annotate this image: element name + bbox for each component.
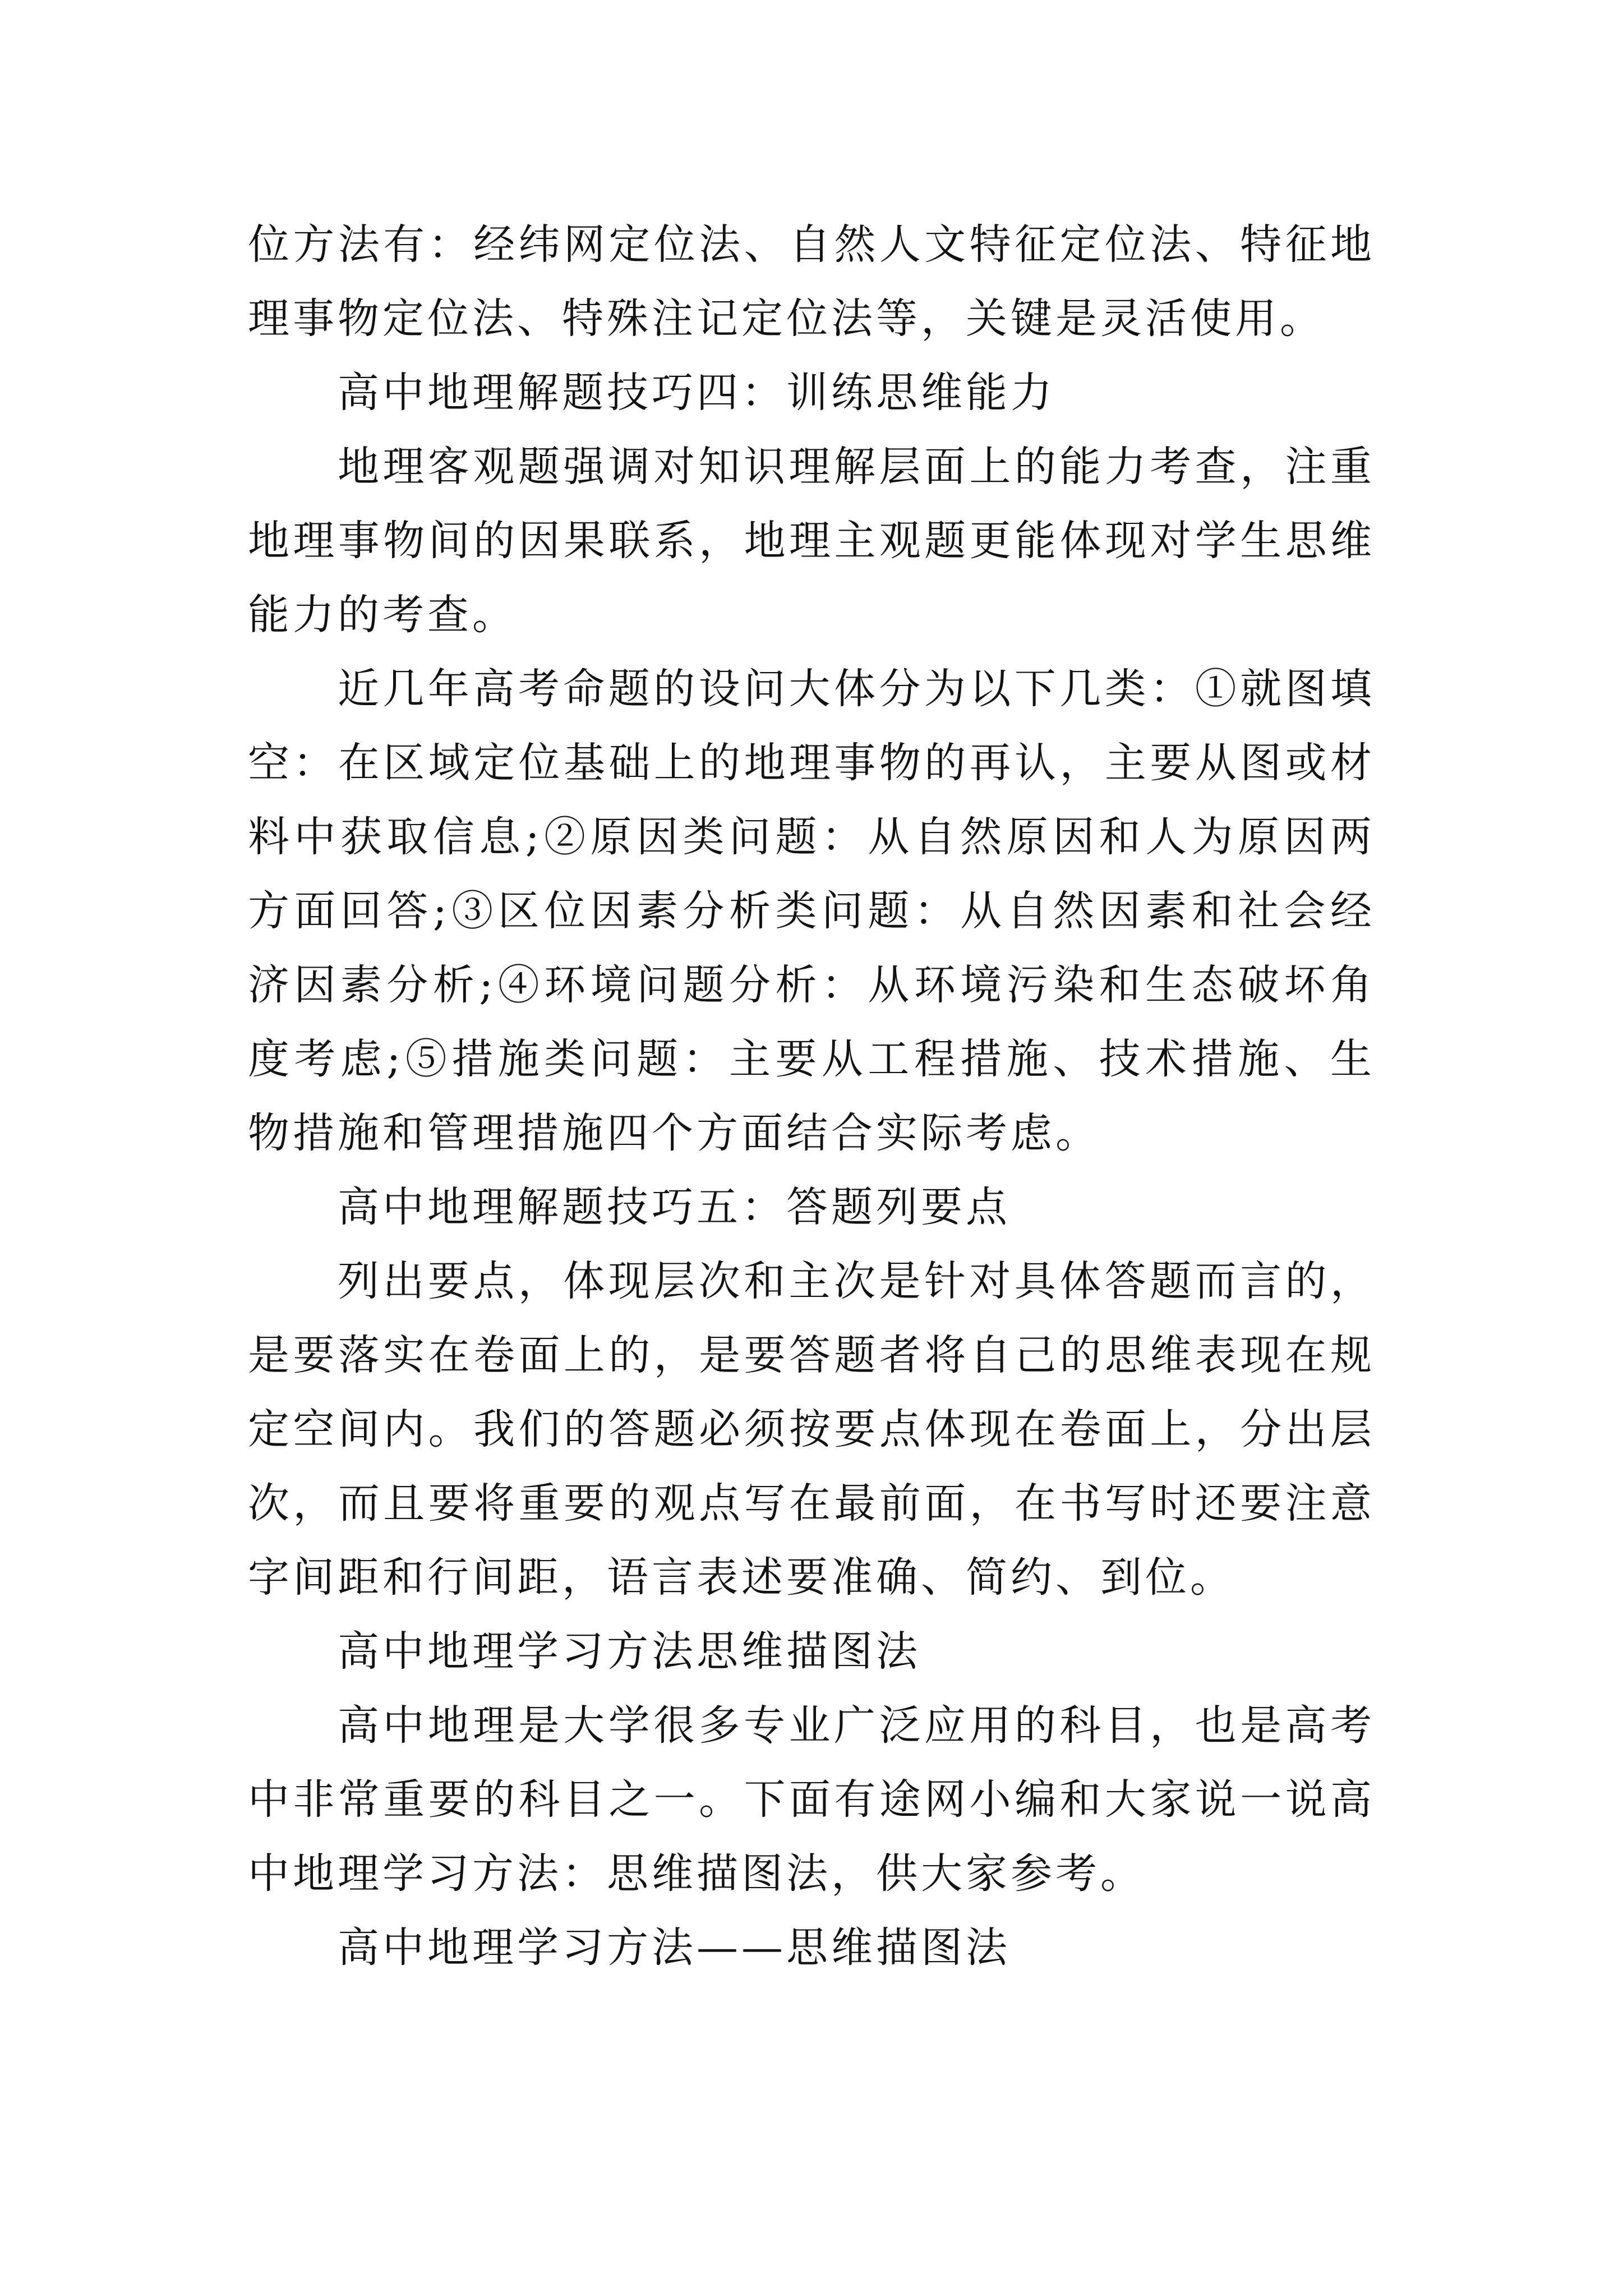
paragraph-question-types: 近几年高考命题的设问大体分为以下几类：①就图填空：在区域定位基础上的地理事物的再认，主要从图或材料中获取信息;②原因类问题：从自然原因和人为原因两方面回答;③区位因素分析类问题：从自然因素和社会经济因素分析;④环境问题分析：从环境污染和生态破坏角度考虑;⑤措施类问题：主要从工程措施、技术措施、生物措施和管理措施四个方面结合实际考虑。 xyxy=(248,665,1375,1157)
section-heading-tip-four: 高中地理解题技巧四：训练思维能力 xyxy=(338,369,1055,417)
document-page xyxy=(248,208,1375,1985)
section-heading-mind-mapping-method: 高中地理学习方法——思维描图法 xyxy=(338,1924,1011,1972)
paragraph-objective-questions: 地理客观题强调对知识理解层面上的能力考查，注重地理事物间的因果联系，地理主观题更能体现对学生思维能力的考查。 xyxy=(248,443,1375,639)
paragraph-answer-points: 列出要点，体现层次和主次是针对具体答题而言的，是要落实在卷面上的，是要答题者将自己的思维表现在规定空间内。我们的答题必须按要点体现在卷面上，分出层次，而且要将重要的观点写在最前面，在书写时还要注意字间距和行间距，语言表述要准确、简约、到位。 xyxy=(248,1257,1375,1602)
paragraph-geography-intro: 高中地理是大学很多专业广泛应用的科目，也是高考中非常重要的科目之一。下面有途网小编和大家说一说高中地理学习方法：思维描图法，供大家参考。 xyxy=(248,1701,1375,1898)
paragraph-continuation: 位方法有：经纬网定位法、自然人文特征定位法、特征地理事物定位法、特殊注记定位法等，关键是灵活使用。 xyxy=(248,220,1375,343)
section-heading-mind-mapping: 高中地理学习方法思维描图法 xyxy=(338,1627,921,1676)
section-heading-tip-five: 高中地理解题技巧五：答题列要点 xyxy=(338,1183,1011,1231)
